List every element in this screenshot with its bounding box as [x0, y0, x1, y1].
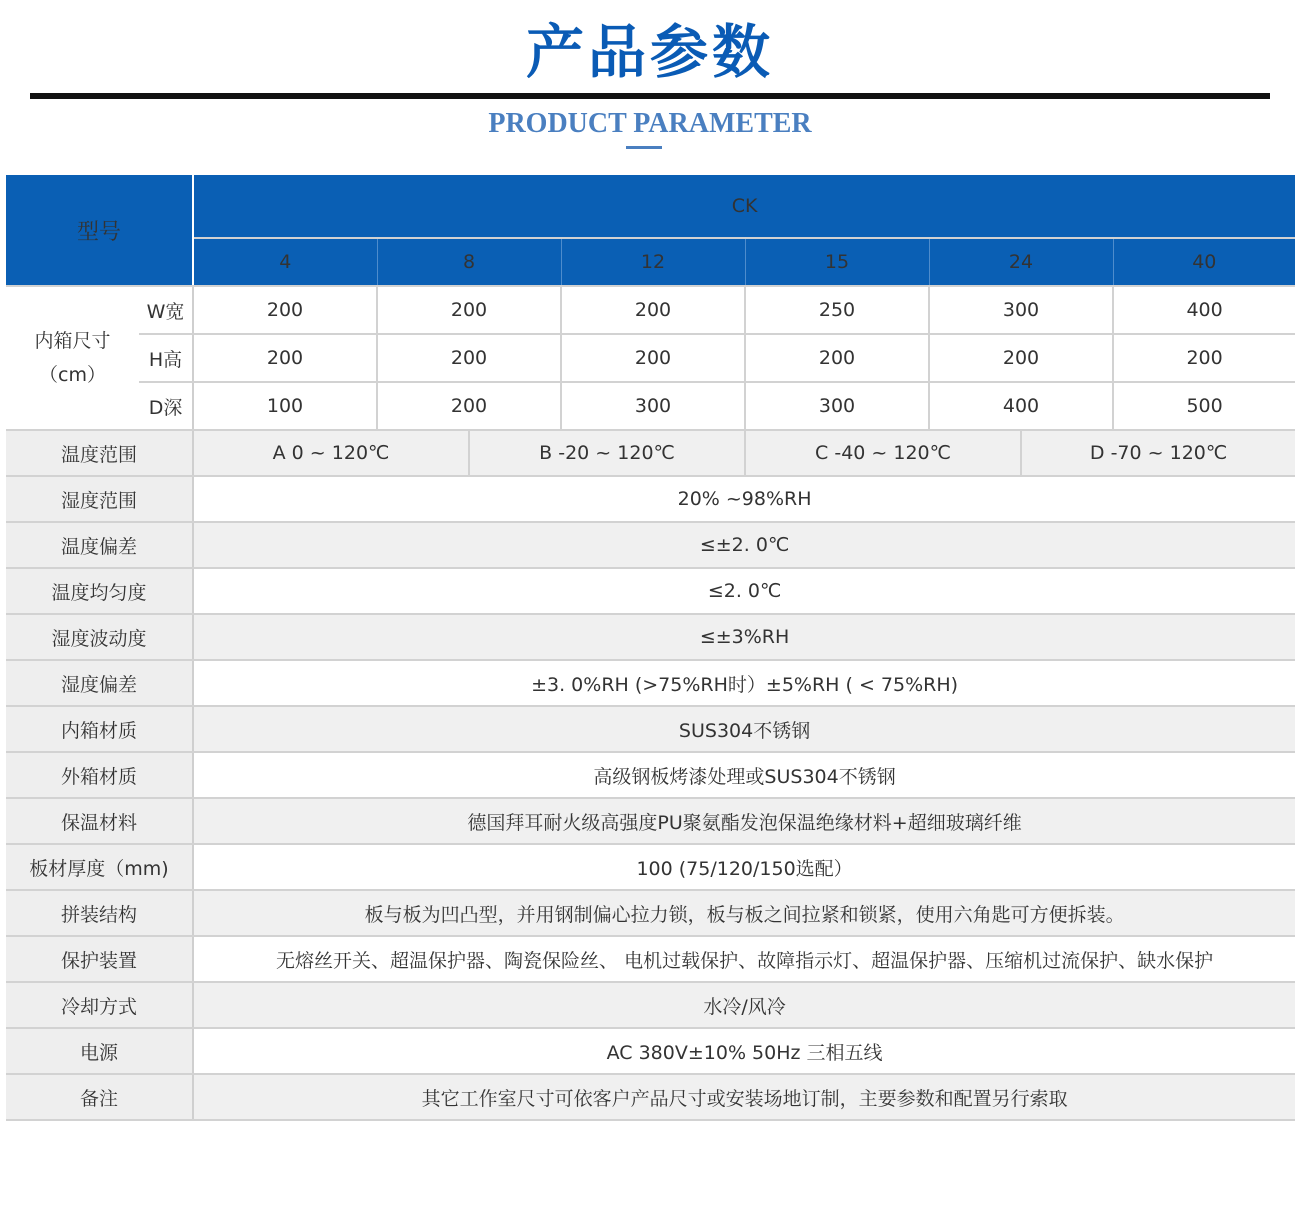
table-row: [6, 286, 1295, 334]
table-row: [6, 706, 1295, 752]
table-cell: 200: [377, 382, 561, 430]
table-cell: 200: [377, 334, 561, 382]
row-label: 备注: [6, 1074, 193, 1120]
model-24-header: 24: [929, 238, 1113, 286]
row-label: 内箱材质: [6, 706, 193, 752]
row-value: 20% ~98%RH: [193, 476, 1295, 522]
table-cell: 250: [745, 286, 929, 334]
row-value: 高级钢板烤漆处理或SUS304不锈钢: [193, 752, 1295, 798]
row-label: 温度偏差: [6, 522, 193, 568]
page-subtitle: PRODUCT PARAMETER: [488, 108, 812, 139]
subtitle-underline: [626, 146, 662, 149]
table-row: [6, 476, 1295, 522]
row-value: 100 (75/120/150选配）: [193, 844, 1295, 890]
row-label: 湿度范围: [6, 476, 193, 522]
model-12-header: 12: [561, 238, 745, 286]
row-value: 其它工作室尺寸可依客户产品尺寸或安装场地订制，主要参数和配置另行索取: [193, 1074, 1295, 1120]
table-cell: 200: [377, 286, 561, 334]
table-cell: 300: [745, 382, 929, 430]
temp-range-label: 温度范围: [6, 430, 193, 476]
table-row: [6, 660, 1295, 706]
inner-size-label: [6, 286, 139, 430]
table-row: [6, 844, 1295, 890]
table-row: [6, 568, 1295, 614]
row-label: 冷却方式: [6, 982, 193, 1028]
product-parameter-table: [6, 175, 1295, 1121]
table-cell: 500: [1113, 382, 1295, 430]
model-8-header: 8: [377, 238, 561, 286]
table-row: [6, 1074, 1295, 1120]
table-row: [6, 890, 1295, 936]
row-value: 水冷/风冷: [193, 982, 1295, 1028]
width-label: W宽: [139, 286, 193, 334]
table-row: [6, 614, 1295, 660]
row-label: 拼装结构: [6, 890, 193, 936]
height-label: H高: [139, 334, 193, 382]
row-label: 湿度波动度: [6, 614, 193, 660]
table-cell: 200: [561, 334, 745, 382]
table-cell: 400: [1113, 286, 1295, 334]
row-value: SUS304不锈钢: [193, 706, 1295, 752]
model-header: 型号: [6, 175, 193, 286]
table-row: [6, 334, 1295, 382]
row-value: 板与板为凹凸型，并用钢制偏心拉力锁，板与板之间拉紧和锁紧，使用六角匙可方便拆装。: [193, 890, 1295, 936]
table-cell: 400: [929, 382, 1113, 430]
row-value: ≤±2. 0℃: [193, 522, 1295, 568]
table-row: [6, 1028, 1295, 1074]
model-4-header: 4: [193, 238, 377, 286]
row-value: ≤±3%RH: [193, 614, 1295, 660]
table-cell: 200: [193, 286, 377, 334]
table-cell: 200: [929, 334, 1113, 382]
table-row: [6, 936, 1295, 982]
row-value: ≤2. 0℃: [193, 568, 1295, 614]
inner-size-label-line1: 内箱尺寸: [34, 330, 111, 352]
series-header: CK: [193, 175, 1295, 238]
row-label: 电源: [6, 1028, 193, 1074]
inner-size-label-line2: （cm）: [39, 364, 106, 386]
temp-range-d: D -70 ~ 120℃: [1021, 430, 1295, 476]
row-value: ±3. 0%RH (>75%RH时）±5%RH ( < 75%RH): [193, 660, 1295, 706]
row-label: 温度均匀度: [6, 568, 193, 614]
table-row: [6, 982, 1295, 1028]
model-40-header: 40: [1113, 238, 1295, 286]
table-cell: 200: [745, 334, 929, 382]
table-cell: 200: [1113, 334, 1295, 382]
table-row: [6, 752, 1295, 798]
row-label: 保温材料: [6, 798, 193, 844]
title-divider: [30, 93, 1270, 99]
row-label: 外箱材质: [6, 752, 193, 798]
table-row: [6, 522, 1295, 568]
temp-range-b: B -20 ~ 120℃: [469, 430, 745, 476]
table-row: [6, 382, 1295, 430]
row-value: 德国拜耳耐火级高强度PU聚氨酯发泡保温绝缘材料+超细玻璃纤维: [193, 798, 1295, 844]
table-cell: 200: [561, 286, 745, 334]
row-value: 无熔丝开关、超温保护器、陶瓷保险丝、 电机过载保护、故障指示灯、超温保护器、压缩机过流保护、缺水保护: [193, 936, 1295, 982]
row-value: AC 380V±10% 50Hz 三相五线: [193, 1028, 1295, 1074]
model-15-header: 15: [745, 238, 929, 286]
depth-label: D深: [139, 382, 193, 430]
table-cell: 100: [193, 382, 377, 430]
temp-range-a: A 0 ~ 120℃: [193, 430, 469, 476]
temp-range-c: C -40 ~ 120℃: [745, 430, 1021, 476]
row-label: 保护装置: [6, 936, 193, 982]
table-row: [6, 430, 1295, 476]
table-cell: 300: [929, 286, 1113, 334]
row-label: 湿度偏差: [6, 660, 193, 706]
table-cell: 200: [193, 334, 377, 382]
table-cell: 300: [561, 382, 745, 430]
row-label: 板材厚度（mm): [6, 844, 193, 890]
page-title: 产品参数: [525, 18, 774, 86]
table-row: [6, 798, 1295, 844]
